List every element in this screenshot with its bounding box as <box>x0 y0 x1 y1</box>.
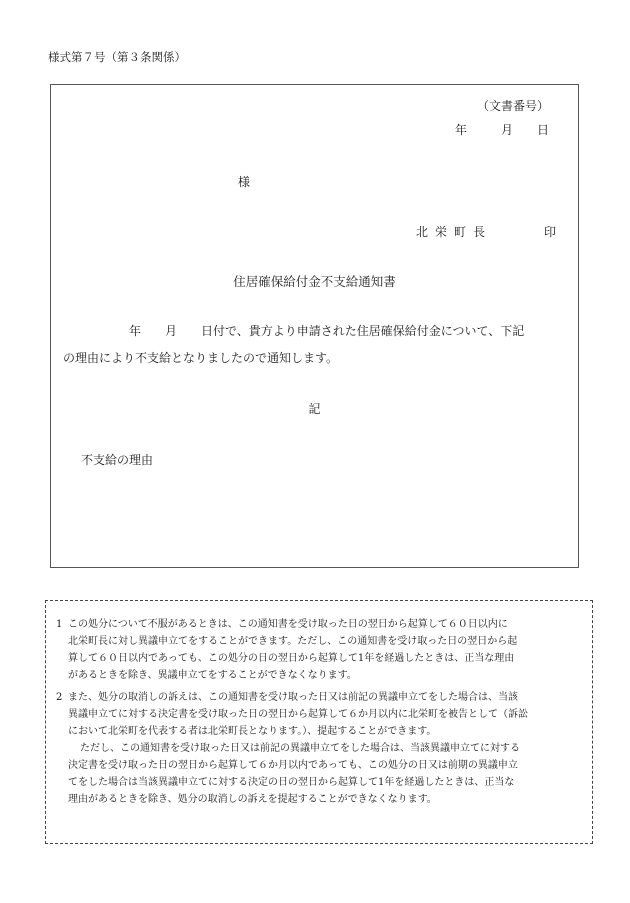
note-2-number: 2 <box>56 692 63 703</box>
seal-mark: 印 <box>543 225 556 239</box>
note-2 <box>56 689 586 808</box>
body-line-1: 年 月 日付で、貴方より申請された住居確保給付金について、下記 <box>129 324 525 338</box>
form-number: 様式第７号（第３条関係） <box>48 50 186 64</box>
notice-frame <box>50 84 579 568</box>
date-year: 年 <box>454 123 467 137</box>
note-1 <box>56 616 586 684</box>
note-2-line-1: 2 また、処分の取消しの訴えは、この通知書を受け取った日又は前記の異議申立てをした場合は、当該 <box>56 689 586 706</box>
note-2-line-3: において北栄町を代表する者は北栄町長となります。）、提起することができます。 <box>68 726 437 737</box>
note-1-line-4: があるときを除き、異議申立てをすることができなくなります。 <box>68 670 357 681</box>
notice-title: 住居確保給付金不支給通知書 <box>233 274 396 289</box>
note-1-line-3: 算して６０日以内であっても、この処分の日の翌日から起算して1年を経過したときは、正当な理由 <box>68 653 515 664</box>
note-1-line-1: 1 この処分について不服があるときは、この通知書を受け取った日の翌日から起算して６０日以内に <box>56 616 586 633</box>
ki-heading: 記 <box>308 402 321 416</box>
document-number: （文書番号） <box>476 99 549 113</box>
note-2-line-5: 決定書を受け取った日の翌日から起算して６か月以内であっても、この処分の日又は前期の異議申立 <box>68 760 518 771</box>
issuer-line <box>416 223 556 240</box>
issue-date <box>455 121 549 138</box>
note-1-line-2: 北栄町長に対し異議申立てをすることができます。ただし、この通知書を受け取った日の翌日から起 <box>68 636 518 647</box>
note-2-line-4: ただし、この通知書を受け取った日又は前記の異議申立てをした場合は、当該異議申立てに対する <box>80 743 520 754</box>
note-1-number: 1 <box>56 619 63 630</box>
body-line-2: の理由により不支給となりましたので通知します。 <box>63 351 339 365</box>
note-2-line-7: 理由があるときを除き、処分の取消しの訴えを提起することができなくなります。 <box>68 794 437 805</box>
note-2-line-2: 異議申立てに対する決定書を受け取った日の翌日から起算して６か月以内に北栄町を被告として（訴訟 <box>68 709 528 720</box>
date-month: 月 <box>500 123 513 137</box>
addressee: 様 <box>238 175 251 189</box>
reason-label: 不支給の理由 <box>81 453 154 467</box>
issuer-name: 北栄町長 <box>415 225 492 239</box>
note-2-line-6: てをした場合は当該異議申立てに対する決定の日の翌日から起算して1年を経過したときは、正当な <box>68 777 515 788</box>
date-day: 日 <box>536 123 549 137</box>
appeal-notes-box <box>45 600 593 844</box>
